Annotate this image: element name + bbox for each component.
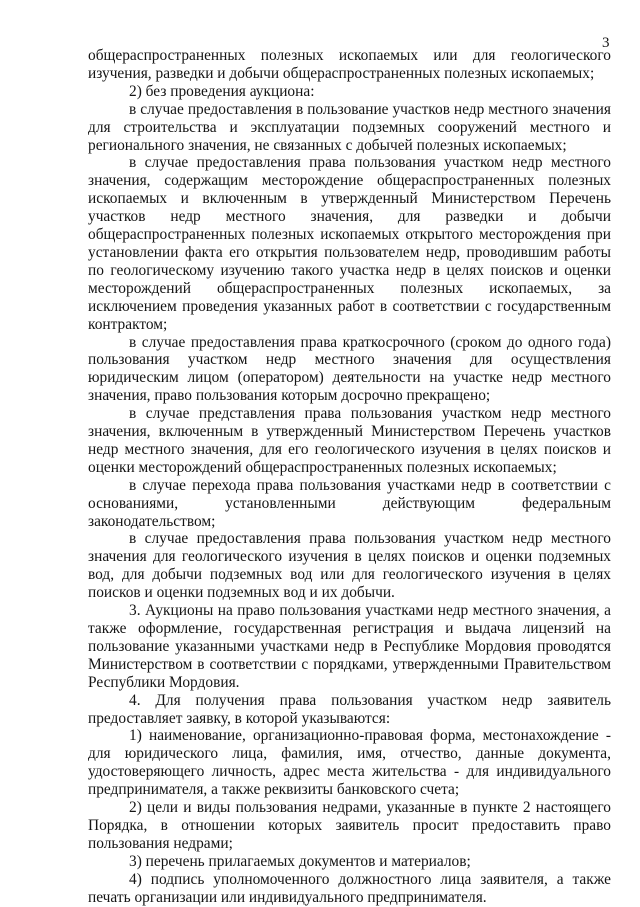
paragraph: в случае предоставления права пользования участком недр местного значения, содержащим месторождение общераспространенных полезных ископаемых и включенным в утвержденный Министерством Перечень участков недр местного значения, для разведки и добычи общераспространенных полезных ископаемых открытого месторождения при установлении факта его открытия пользователем недр, проводившим работы по геологическому изучению такого участка недр в целях поисков и оценки месторождений общераспространенных полезных ископаемых, за исключением проведения указанных работ в соответствии с государственным контрактом; bbox=[88, 154, 611, 333]
paragraph: 2) цели и виды пользования недрами, указанные в пункте 2 настоящего Порядка, в отношении которых заявитель просит предоставить право пользования недрами; bbox=[88, 799, 611, 852]
paragraph: в случае предоставления права краткосрочного (сроком до одного года) пользования участком недр местного значения для осуществления юридическим лицом (оператором) деятельности на участке недр местного значения, право пользования которым досрочно прекращено; bbox=[88, 333, 611, 405]
paragraph: в случае представления права пользования участком недр местного значения, включенным в утвержденный Министерством Перечень участков недр местного значения, для его геологического изучения в целях поисков и оценки месторождений общераспространенных полезных ископаемых; bbox=[88, 405, 611, 476]
paragraph: 3. Аукционы на право пользования участками недр местного значения, а также оформление, государственная регистрация и выдача лицензий на пользование указанными участками недр в Республике Мордовия проводятся Министерством в соответствии с порядками, утвержденными Правительством Республики Мордовия. bbox=[88, 602, 611, 691]
paragraph: общераспространенных полезных ископаемых или для геологического изучения, разведки и добычи общераспространенных полезных ископаемых; bbox=[88, 47, 611, 82]
paragraph: 3) перечень прилагаемых документов и материалов; bbox=[129, 852, 471, 870]
paragraph: 4. Для получения права пользования участком недр заявитель предоставляет заявку, в которой указываются: bbox=[88, 691, 611, 727]
page-number: 3 bbox=[602, 35, 610, 51]
document-body bbox=[88, 47, 611, 907]
paragraph: 2) без проведения аукциона: bbox=[129, 82, 315, 100]
paragraph: 1) наименование, организационно-правовая форма, местонахождение - для юридического лица, фамилия, имя, отчество, данные документа, удостоверяющего личность, адрес места жительства - для индивидуального предпринимателя, а также реквизиты банковского счета; bbox=[88, 727, 611, 799]
paragraph: 4) подпись уполномоченного должностного лица заявителя, а также печать организации или индивидуального предпринимателя. bbox=[88, 870, 611, 906]
paragraph: в случае перехода права пользования участками недр в соответствии с основаниями, установленными действующим федеральным законодательством; bbox=[88, 476, 611, 530]
paragraph: в случае предоставления права пользования участком недр местного значения для геологического изучения в целях поисков и оценки подземных вод, для добычи подземных вод или для геологического изучения в целях поисков и оценки подземных вод и их добычи. bbox=[88, 530, 611, 602]
paragraph: в случае предоставления в пользование участков недр местного значения для строительства и эксплуатации подземных сооружений местного и регионального значения, не связанных с добычей полезных ископаемых; bbox=[88, 100, 611, 154]
